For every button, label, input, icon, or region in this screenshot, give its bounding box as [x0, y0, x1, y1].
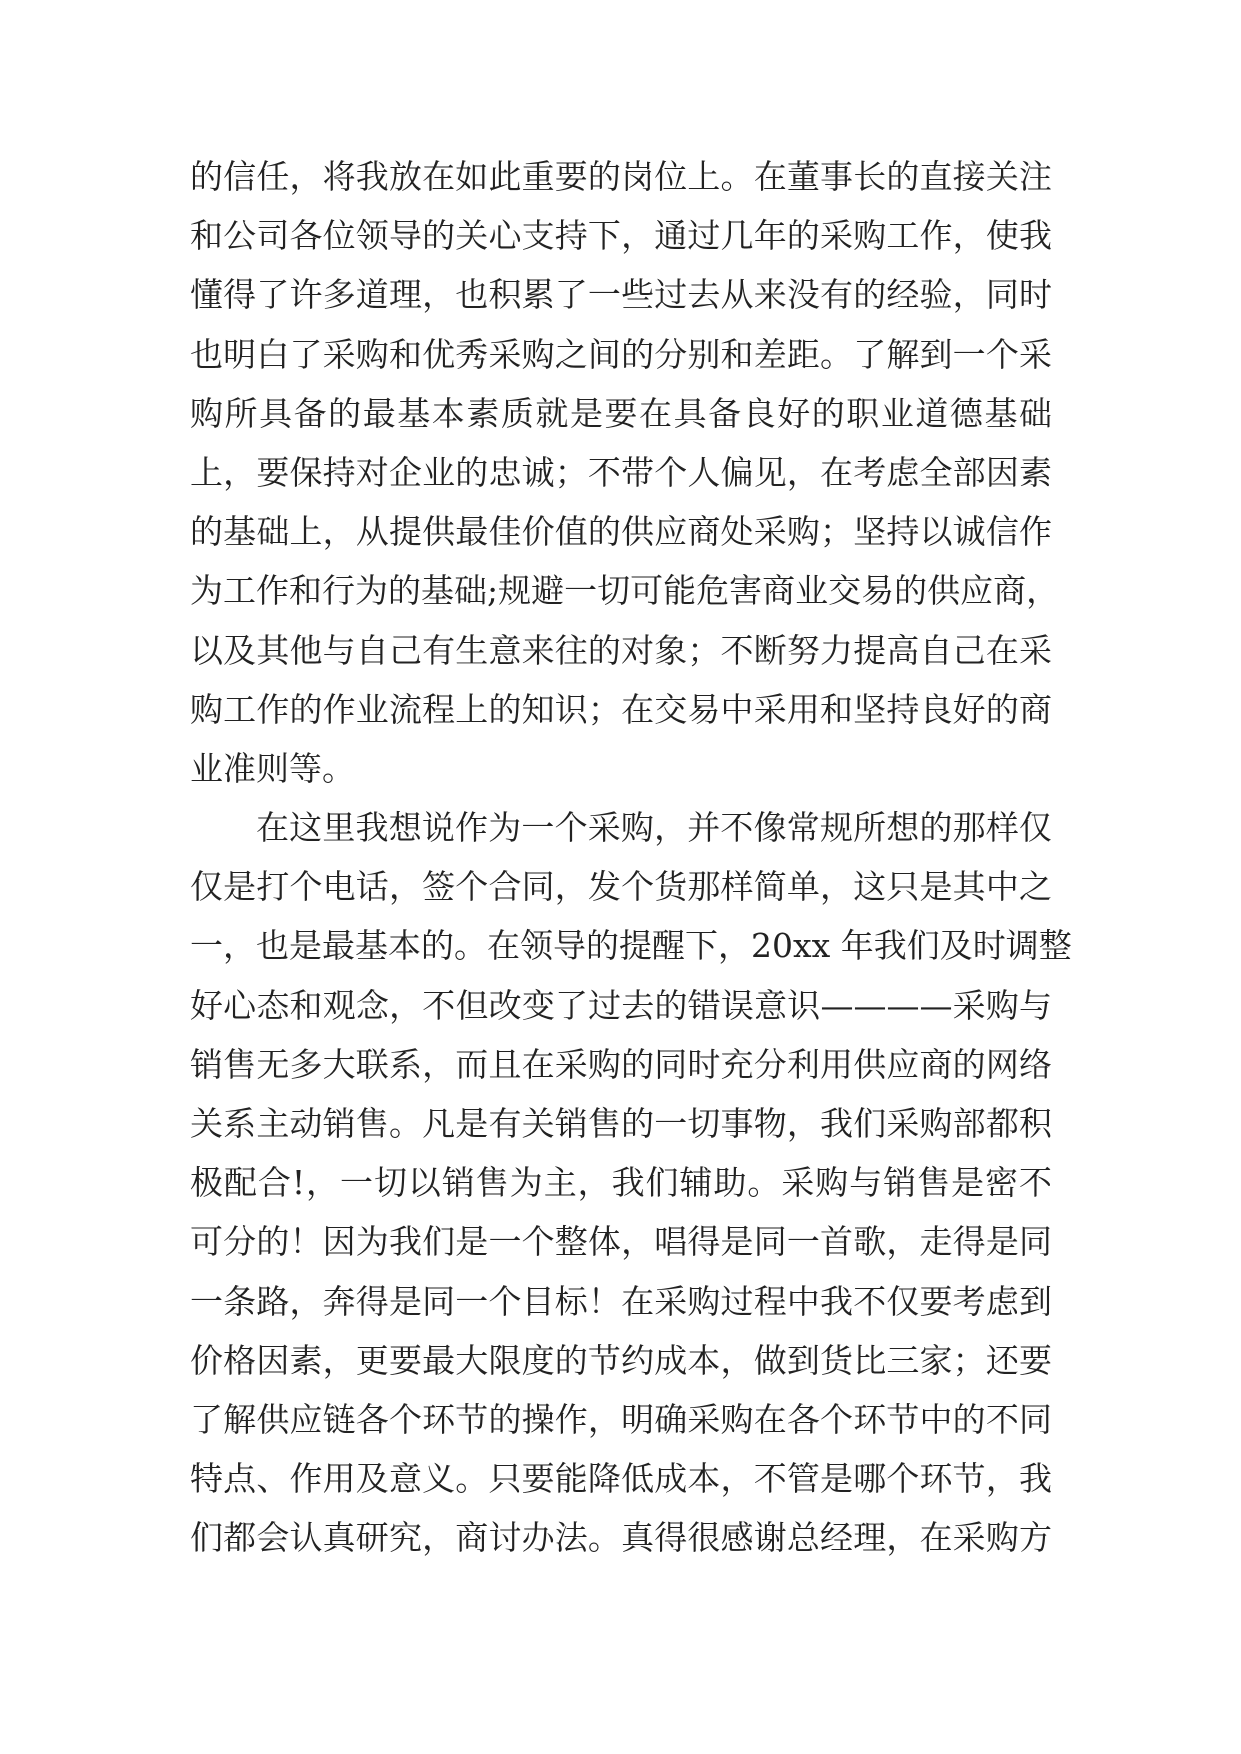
- text-line: 也明白了采购和优秀采购之间的分别和差距。了解到一个采: [190, 334, 1052, 374]
- text-line: 特点、作用及意义。只要能降低成本，不管是哪个环节，我: [190, 1459, 1052, 1499]
- text-line: 和公司各位领导的关心支持下，通过几年的采购工作，使我: [190, 216, 1052, 256]
- text-line: 的基础上，从提供最佳价值的供应商处采购；坚持以诚信作: [190, 512, 1052, 552]
- text-line: 销售无多大联系，而且在采购的同时充分利用供应商的网络: [190, 1044, 1052, 1084]
- text-line: 们都会认真研究，商讨办法。真得很感谢总经理，在采购方: [190, 1518, 1052, 1558]
- text-line: 极配合!，一切以销售为主，我们辅助。采购与销售是密不: [190, 1163, 1052, 1203]
- text-line: 购工作的作业流程上的知识；在交易中采用和坚持良好的商: [190, 689, 1052, 729]
- text-line: 上，要保持对企业的忠诚；不带个人偏见，在考虑全部因素: [190, 452, 1052, 492]
- body-text: [190, 147, 1072, 1568]
- text-line: 可分的！因为我们是一个整体，唱得是同一首歌，走得是同: [190, 1222, 1052, 1262]
- text-line: 一条路，奔得是同一个目标！在采购过程中我不仅要考虑到: [190, 1281, 1052, 1321]
- text-line: 好心态和观念，不但改变了过去的错误意识————采购与: [190, 985, 1052, 1025]
- text-line: 价格因素，更要最大限度的节约成本，做到货比三家；还要: [190, 1340, 1052, 1380]
- text-line: 以及其他与自己有生意来往的对象；不断努力提高自己在采: [190, 630, 1052, 670]
- text-line: 的信任，将我放在如此重要的岗位上。在董事长的直接关注: [190, 157, 1052, 196]
- text-line: 为工作和行为的基础;规避一切可能危害商业交易的供应商，: [190, 571, 1060, 611]
- text-line: 一，也是最基本的。在领导的提醒下，20xx 年我们及时调整: [190, 926, 1072, 966]
- text-line: 仅是打个电话，签个合同，发个货那样简单，这只是其中之: [190, 867, 1052, 907]
- text-line: 关系主动销售。凡是有关销售的一切事物，我们采购部都积: [190, 1104, 1052, 1143]
- paragraph-first-line: 在这里我想说作为一个采购，并不像常规所想的那样仅: [256, 808, 1052, 848]
- paragraph-end-line: 业准则等。: [190, 748, 355, 788]
- text-line: 购所具备的最基本素质就是要在具备良好的职业道德基础: [190, 393, 1052, 433]
- text-line: 懂得了许多道理，也积累了一些过去从来没有的经验，同时: [190, 275, 1052, 315]
- text-line: 了解供应链各个环节的操作，明确采购在各个环节中的不同: [190, 1399, 1052, 1439]
